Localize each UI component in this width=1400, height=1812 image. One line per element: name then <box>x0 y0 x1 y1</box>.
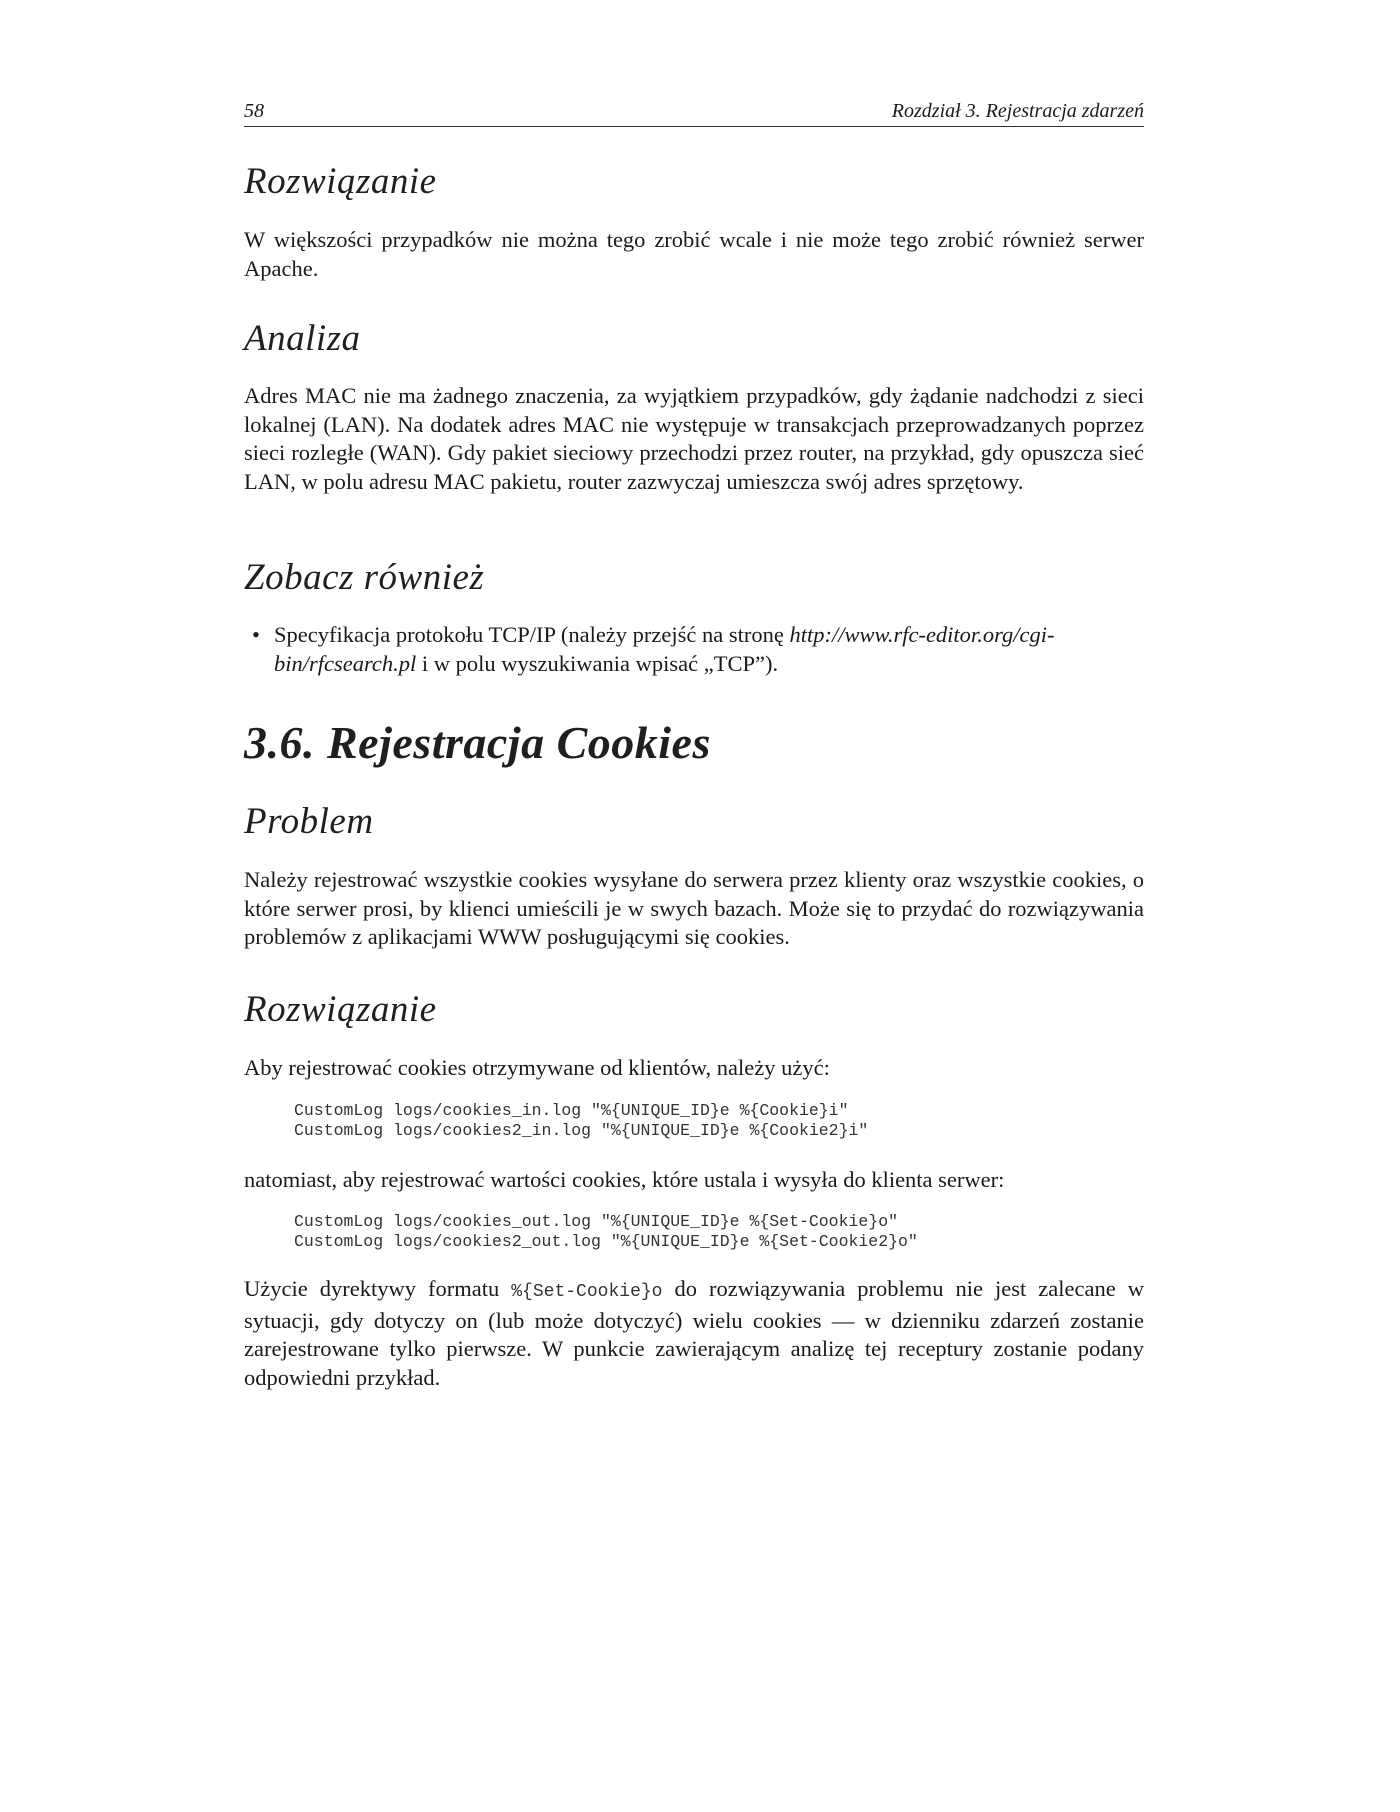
page-number: 58 <box>244 100 264 122</box>
code-block-out <box>294 1212 918 1252</box>
paragraph-analiza: Adres MAC nie ma żadnego znaczenia, za wyjątkiem przypadków, gdy żądanie nadchodzi z sieci lokalnej (LAN). Na dodatek adres MAC nie występuje w transakcjach przeprowadzanych poprzez sieci rozległe (WAN). Gdy pakiet sieciowy przechodzi przez router, na przykład, gdy opuszcza sieć LAN, w polu adresu MAC pakietu, router zazwyczaj umieszcza swój adres sprzętowy. <box>244 383 1144 494</box>
code-line: CustomLog logs/cookies2_out.log "%{UNIQUE_ID}e %{Set-Cookie2}o" <box>294 1232 918 1251</box>
paragraph-intro: Aby rejestrować cookies otrzymywane od klientów, należy użyć: <box>244 1055 830 1080</box>
paragraph-final <box>244 1275 1144 1392</box>
heading-problem: Problem <box>244 801 374 842</box>
final-text-after: do rozwiązywania problemu nie jest zalecane w sytuacji, gdy dotyczy on (lub może dotyczyć) wielu cookies — w dzienniku zdarzeń zostanie zarejestrowane tylko pierwsze. W punkcie zawierającym analizę tej receptury zostanie podany odpowiedni przykład. <box>244 1276 1144 1390</box>
code-line: CustomLog logs/cookies_out.log "%{UNIQUE_ID}e %{Set-Cookie}o" <box>294 1212 898 1231</box>
code-block-in <box>294 1101 868 1141</box>
heading-rozwiazanie: Rozwiązanie <box>244 161 437 202</box>
heading-zobacz-rowniez: Zobacz również <box>244 557 485 598</box>
page-header <box>244 96 1144 127</box>
rfc-link[interactable]: http://www.rfc-editor.org/cgi-bin/rfcsearch.pl <box>274 622 1055 676</box>
heading-rozwiazanie-2: Rozwiązanie <box>244 989 437 1030</box>
code-line: CustomLog logs/cookies_in.log "%{UNIQUE_ID}e %{Cookie}i" <box>294 1101 849 1120</box>
chapter-heading: 3.6. Rejestracja Cookies <box>244 717 711 768</box>
bullet-icon: • <box>252 622 260 647</box>
paragraph-problem: Należy rejestrować wszystkie cookies wysyłane do serwera przez klienty oraz wszystkie cookies, o które serwer prosi, by klienci umieścili je w swych bazach. Może się to przydać do rozwiązywania problemów z aplikacjami WWW posługującymi się cookies. <box>244 867 1144 949</box>
bullet-text-suffix: i w polu wyszukiwania wpisać „TCP”). <box>416 650 779 676</box>
paragraph-middle: natomiast, aby rejestrować wartości cookies, które ustala i wysyła do klienta serwer: <box>244 1167 1005 1192</box>
final-text-before: Użycie dyrektywy formatu <box>244 1276 512 1301</box>
bullet-text-prefix: Specyfikacja protokołu TCP/IP (należy przejść na stronę <box>274 622 790 647</box>
inline-code: %{Set-Cookie}o <box>511 1282 663 1302</box>
paragraph-rozwiazanie: W większości przypadków nie można tego zrobić wcale i nie może tego zrobić również serwer Apache. <box>244 227 1144 281</box>
code-line: CustomLog logs/cookies2_in.log "%{UNIQUE_ID}e %{Cookie2}i" <box>294 1121 869 1140</box>
heading-analiza: Analiza <box>244 318 361 359</box>
chapter-title: Rozdział 3. Rejestracja zdarzeń <box>891 100 1144 122</box>
